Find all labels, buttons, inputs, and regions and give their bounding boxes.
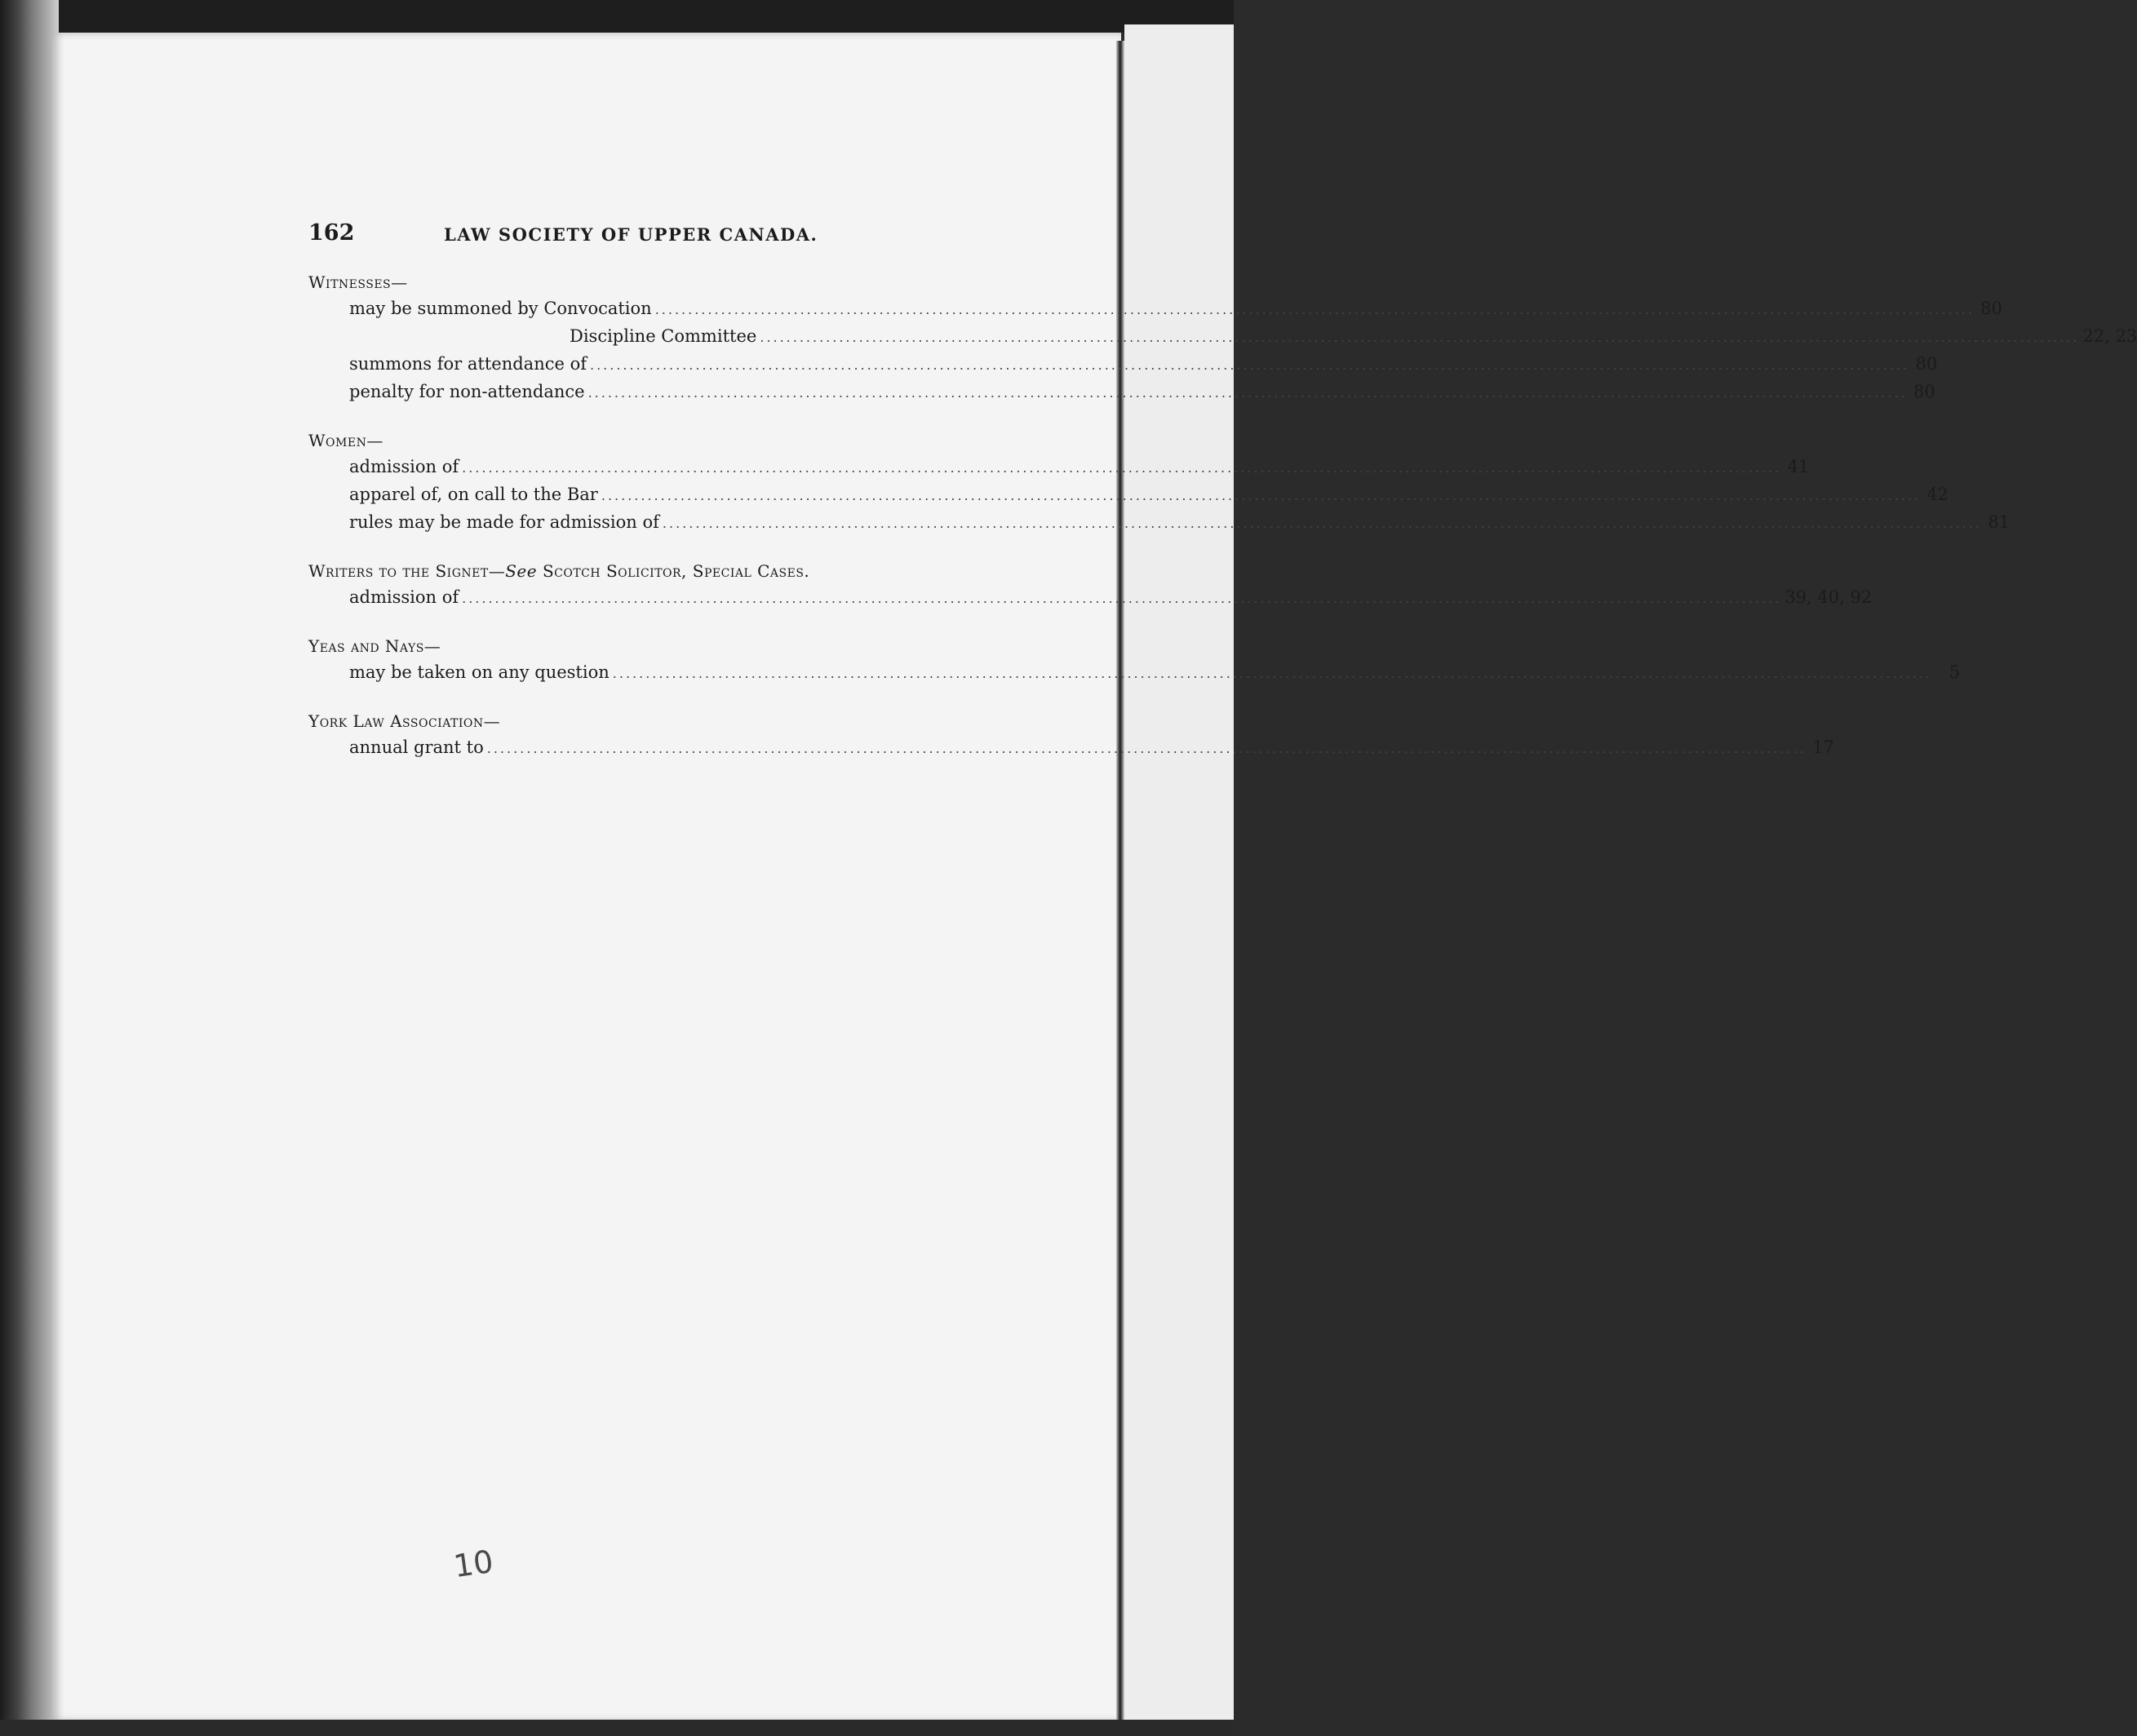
entry-text: may be summoned by Convocation (349, 299, 652, 318)
index-entry (308, 509, 2011, 537)
dot-leader: ........................................................................................................................................................................................................ (612, 666, 1932, 681)
index-section (308, 708, 1834, 762)
index-heading-text: York Law Association— (308, 711, 501, 731)
entry-text: admission of (349, 457, 459, 476)
dot-leader: ........................................................................................................................................................................................................ (462, 460, 1782, 476)
cross-reference-target: Scotch Solicitor, Special Cases. (542, 561, 810, 581)
index-entry (308, 659, 1960, 687)
index-heading (308, 633, 978, 659)
dot-leader: ........................................................................................................................................................................................................ (486, 741, 1807, 756)
index-entry (308, 323, 2137, 351)
dot-leader: ........................................................................................................................................................................................................ (601, 488, 1922, 503)
entry-text: rules may be made for admission of (349, 512, 659, 532)
page-reference: 22, 23 (2082, 326, 2137, 346)
index-section (308, 269, 2137, 406)
page-reference: 80 (1913, 382, 1935, 401)
facing-page-edge (1124, 24, 1234, 1736)
page-reference: 41 (1787, 457, 1810, 476)
page-reference: 39, 40, 92 (1785, 587, 1873, 607)
index-heading-text: Witnesses— (308, 272, 408, 292)
entry-text: apparel of, on call to the Bar (349, 485, 598, 504)
index-heading (308, 269, 978, 295)
index-heading (308, 558, 978, 584)
entry-text: penalty for non-attendance (349, 382, 585, 401)
index-section (308, 427, 2011, 537)
index-heading (308, 427, 978, 454)
index-section (308, 558, 1873, 612)
index-sections (308, 269, 2137, 762)
page-reference: 80 (1915, 354, 1938, 374)
entry-text: summons for attendance of (349, 354, 587, 374)
scan-background-top (0, 0, 1234, 33)
index-entry (308, 351, 1938, 379)
handwritten-page-note: 10 (451, 1543, 496, 1585)
index-entry (308, 379, 1935, 406)
index-section (308, 633, 1960, 687)
cross-reference-word: See (505, 561, 538, 581)
index-heading-text: Writers to the Signet— (308, 561, 506, 581)
index-heading-text: Yeas and Nays— (308, 636, 441, 656)
scan-background-bottom (0, 1720, 1234, 1736)
running-title: LAW SOCIETY OF UPPER CANADA. (444, 224, 818, 245)
page-gutter (1116, 41, 1124, 1721)
entry-text: Discipline Committee (570, 326, 757, 346)
page-number: 162 (308, 220, 355, 246)
dot-leader: ........................................................................................................................................................................................................ (590, 357, 1910, 373)
index-entry (308, 584, 1873, 612)
index-entry (308, 734, 1834, 762)
book-cover-edge (0, 0, 59, 1736)
page-reference: 81 (1988, 512, 2011, 532)
page-reference: 42 (1926, 485, 1949, 504)
page-reference: 5 (1949, 662, 1960, 682)
index-entry (308, 454, 1810, 481)
entry-text: admission of (349, 587, 459, 607)
dot-leader: ........................................................................................................................................................................................................ (760, 330, 2080, 345)
index-heading (308, 708, 978, 734)
index-heading-text: Women— (308, 431, 384, 450)
page-reference: 17 (1812, 737, 1834, 757)
dot-leader: ........................................................................................................................................................................................................ (462, 591, 1782, 606)
entry-text: may be taken on any question (349, 662, 610, 682)
dot-leader: ........................................................................................................................................................................................................ (654, 302, 1975, 317)
page-reference: 80 (1980, 299, 2002, 318)
dot-leader: ........................................................................................................................................................................................................ (587, 385, 1908, 401)
running-head (308, 220, 978, 253)
index-page-content (308, 220, 2137, 783)
index-entry (308, 481, 1949, 509)
dot-leader: ........................................................................................................................................................................................................ (662, 516, 1983, 531)
entry-text: annual grant to (349, 737, 484, 757)
index-entry (308, 295, 2002, 323)
